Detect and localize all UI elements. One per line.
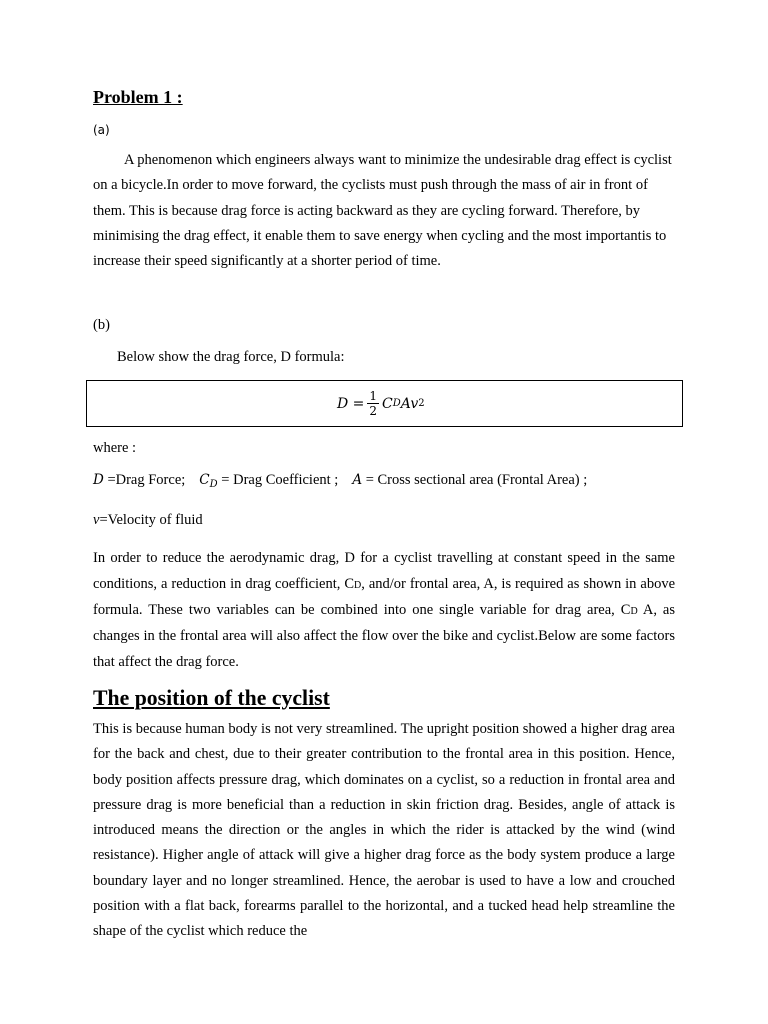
def-d-text: =Drag Force; — [103, 472, 186, 489]
def-a-text: = Cross sectional area (Frontal Area) ; — [362, 472, 588, 489]
reduce-text-1: In order to reduce the aerodynamic drag, D for a cyclist travelling at constant speed in the same conditions, a reduction in drag coefficient, C — [93, 550, 675, 592]
formula-box — [86, 380, 683, 427]
fraction-denominator: 2 — [369, 404, 378, 419]
drag-formula — [337, 381, 425, 426]
document-content — [93, 86, 675, 945]
fraction-numerator: 1 — [369, 389, 378, 404]
part-b-label: (b) — [93, 317, 110, 334]
def-cd-subscript: D — [209, 479, 218, 491]
formula-c-subscript: D — [392, 398, 401, 410]
formula-c: C — [382, 395, 393, 412]
variable-definitions — [93, 471, 675, 494]
reduce-drag-paragraph — [93, 546, 675, 674]
part-a-label: (a) — [93, 123, 110, 137]
formula-av: Av — [400, 395, 419, 412]
position-paragraph: This is because human body is not very streamlined. The upright position showed a higher drag area for the back and chest, due to their greater contribution to the frontal area in this position. Hence, body position affects pressure drag, which dominates on a cyclist, so a reduction in frontal area and pressure drag is more beneficial than a reduction in skin friction drag. Besides, angle of attack is introduced means the direction or the angles in which the rider is attacked by the wind (wind resistance). Higher angle of attack will give a higher drag force as the body system produce a large boundary layer and no longer streamlined. Hence, the aerobar is used to have a low and crouched position with a flat back, forearms parallel to the horizontal, and a tucked head help streamline the shape of the cyclist which reduce the — [93, 720, 675, 940]
formula-exponent: 2 — [418, 398, 425, 410]
velocity-text: =Velocity of fluid — [99, 512, 203, 529]
def-a-symbol: A — [352, 472, 363, 489]
velocity-definition — [93, 511, 675, 529]
where-label: where : — [93, 440, 137, 457]
part-a-paragraph: A phenomenon which engineers always want to minimize the undesirable drag effect is cyclist on a bicycle.In order to move forward, the cyclists must push through the mass of air in front of them. This is because drag force is acting backward as they are cycling forward. Therefore, by minimising the drag effect, it enable them to save energy when cycling and the most importantis to increase their speed significantly at a shorter period of time. — [93, 152, 672, 270]
formula-lhs: D = — [337, 395, 365, 412]
problem-title: Problem 1 : — [93, 87, 183, 107]
def-cd-text: = Drag Coefficient ; — [217, 472, 339, 489]
formula-fraction — [367, 389, 379, 418]
def-cd-symbol: C — [199, 472, 210, 489]
reduce-sub-2: D — [630, 606, 638, 618]
velocity-symbol: v — [93, 512, 100, 529]
def-d-symbol: D — [93, 472, 104, 489]
formula-intro: Below show the drag force, D formula: — [117, 349, 345, 366]
reduce-sub-1: D — [354, 579, 362, 591]
section-heading-position: The position of the cyclist — [93, 685, 330, 710]
reduce-text-2: , and/or frontal area, A, is required as shown in above formula. These two variables can be combined into one single variable for drag area, C — [93, 575, 676, 619]
reduce-text-3: A, as changes in the frontal area will also affect the flow over the bike and cyclist.Below are some factors that affect the drag force. — [93, 602, 675, 670]
